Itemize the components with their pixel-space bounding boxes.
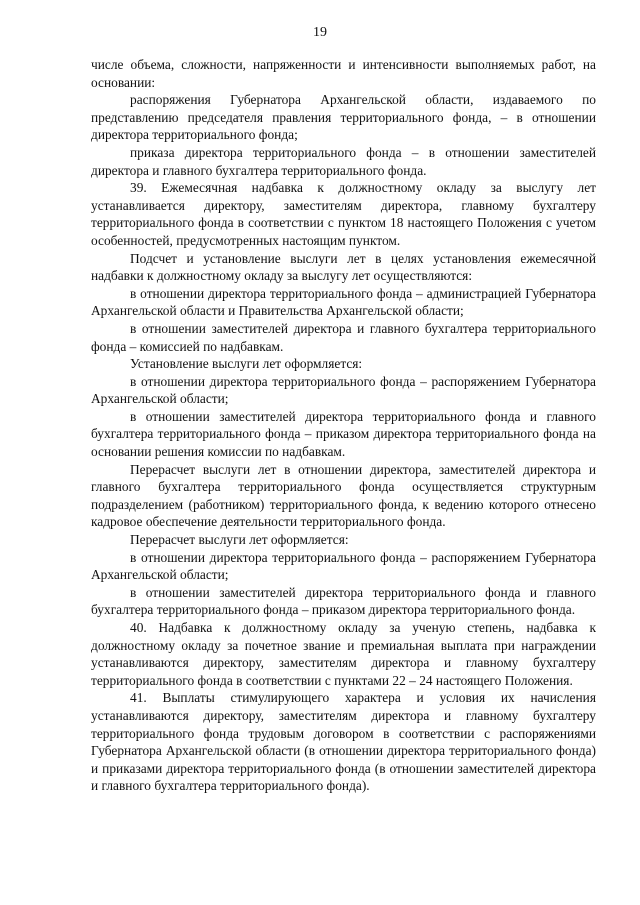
paragraph: числе объема, сложности, напряженности и интенсивности выполняемых работ, на основании: <box>91 57 596 90</box>
paragraph: в отношении директора территориального фонда – распоряжением Губернатора Архангельской области; <box>91 373 596 407</box>
document-body <box>91 56 596 795</box>
paragraph: Подсчет и установление выслуги лет в целях установления ежемесячной надбавки к должностному окладу за выслугу лет осуществляются: <box>91 250 596 284</box>
paragraph: 39. Ежемесячная надбавка к должностному окладу за выслугу лет устанавливается директору, заместителям директора, главному бухгалтеру территориального фонда в соответствии с пунктом 18 настоящего Положения с учетом особенностей, предусмотренных настоящим пунктом. <box>91 180 596 248</box>
paragraph: в отношении директора территориального фонда – администрацией Губернатора Архангельской области и Правительства Архангельской области; <box>91 285 596 319</box>
paragraph: Перерасчет выслуги лет в отношении директора, заместителей директора и главного бухгалтера территориального фонда осуществляется структурным подразделением (работником) территориального фонда, к ведению которого отнесено кадровое обеспечение деятельности территориального фонда. <box>91 461 596 530</box>
paragraph: в отношении заместителей директора территориального фонда и главного бухгалтера территориального фонда – приказом директора территориального фонда. <box>91 584 596 618</box>
paragraph: Установление выслуги лет оформляется: <box>130 356 363 372</box>
paragraph: в отношении заместителей директора территориального фонда и главного бухгалтера территориального фонда – приказом директора территориального фонда на основании решения комиссии по надбавкам. <box>91 408 596 460</box>
paragraph: в отношении директора территориального фонда – распоряжением Губернатора Архангельской области; <box>91 549 596 583</box>
page-number: 19 <box>313 25 327 40</box>
paragraph: Перерасчет выслуги лет оформляется: <box>130 532 349 548</box>
paragraph: распоряжения Губернатора Архангельской области, издаваемого по представлению председателя правления территориального фонда, – в отношении директора территориального фонда; <box>91 92 596 143</box>
paragraph: в отношении заместителей директора и главного бухгалтера территориального фонда – комиссией по надбавкам. <box>91 320 596 354</box>
paragraph: 40. Надбавка к должностному окладу за ученую степень, надбавка к должностному окладу за почетное звание и премиальная выплата при награждении устанавливаются директору, заместителям директора и главному бухгалтеру территориального фонда в соответствии с пунктами 22 – 24 настоящего Положения. <box>91 620 596 688</box>
paragraph: приказа директора территориального фонда – в отношении заместителей директора и главного бухгалтера территориального фонда. <box>91 144 596 178</box>
paragraph: 41. Выплаты стимулирующего характера и условия их начисления устанавливаются директору, заместителям директора и главному бухгалтеру территориального фонда трудовым договором в соответствии с распоряжениями Губернатора Архангельской области (в отношении директора территориального фонда) и приказами директора территориального фонда (в отношении заместителей директора и главного бухгалтера территориального фонда). <box>91 690 596 794</box>
